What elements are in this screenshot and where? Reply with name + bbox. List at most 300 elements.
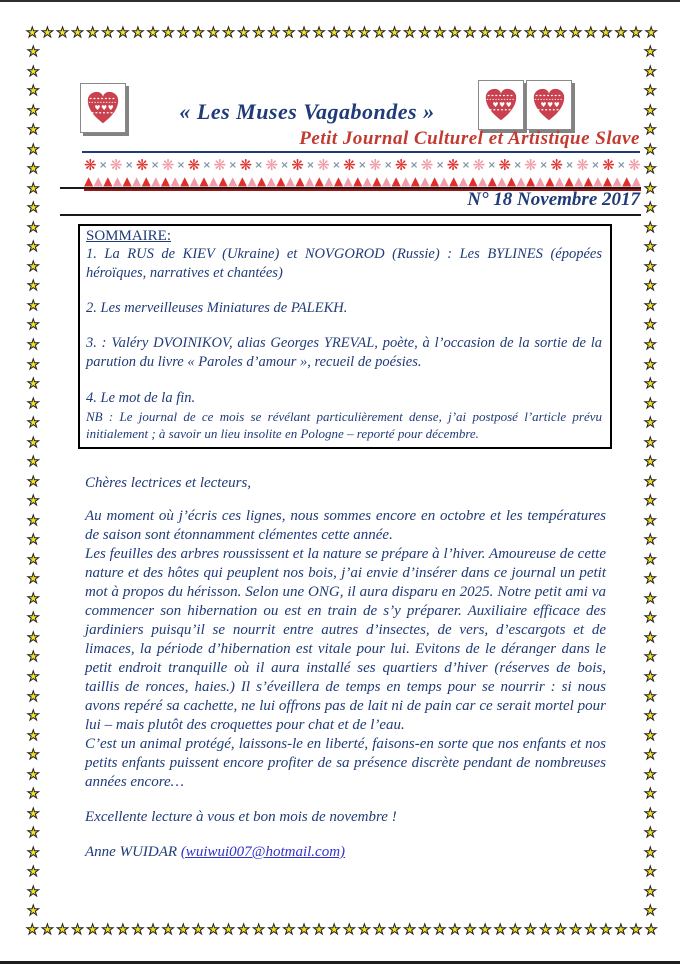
zigzag-triangle-icon: ▲ (160, 175, 171, 188)
star-icon: ★ (388, 25, 401, 41)
star-icon: ★ (644, 864, 657, 881)
star-icon: ★ (27, 83, 40, 100)
zigzag-triangle-icon: ▲ (112, 175, 123, 188)
star-icon: ★ (599, 25, 613, 41)
zigzag-triangle-icon: ▲ (324, 175, 334, 188)
zigzag-triangle-icon: ▲ (305, 175, 315, 188)
star-icon: ★ (644, 610, 657, 627)
star-icon: ★ (644, 63, 657, 80)
flower-motif-icon: ❋ (446, 157, 460, 174)
cross-motif-icon: × (280, 159, 289, 171)
signature-name: Anne WUIDAR (85, 844, 181, 860)
star-icon: ★ (644, 239, 657, 256)
star-icon: ★ (509, 922, 522, 938)
star-icon: ★ (27, 610, 40, 627)
page-title: « Les Muses Vagabondes » (179, 99, 435, 124)
star-icon: ★ (207, 922, 220, 938)
svg-text:♥: ♥ (547, 100, 554, 109)
star-icon: ★ (192, 25, 205, 41)
star-icon: ★ (539, 922, 552, 938)
cross-motif-icon: × (306, 159, 315, 171)
star-icon: ★ (27, 727, 40, 744)
zigzag-triangle-icon: ▲ (276, 175, 286, 188)
zigzag-triangle-icon: ▲ (554, 175, 565, 188)
star-icon: ★ (644, 161, 657, 178)
flower-motif-icon: ❋ (394, 157, 408, 174)
zigzag-triangle-icon: ▲ (372, 175, 382, 188)
star-icon: ★ (222, 25, 235, 41)
flower-motif-icon: ❋ (135, 157, 149, 174)
flower-motif-icon: ❋ (628, 157, 641, 174)
star-icon: ★ (86, 922, 99, 938)
star-border-right (644, 45, 660, 919)
sommaire-item: 4. Le mot de la fin. (86, 390, 196, 406)
zigzag-triangle-icon: ▲ (439, 175, 449, 188)
cross-motif-icon: × (358, 159, 367, 171)
cross-motif-icon: × (409, 159, 419, 171)
star-icon: ★ (71, 922, 84, 938)
star-icon: ★ (26, 25, 39, 41)
salutation: Chères lectrices et lecteurs, (85, 475, 252, 491)
star-icon: ★ (644, 551, 657, 568)
star-icon: ★ (478, 25, 492, 41)
star-icon: ★ (554, 922, 567, 938)
star-icon: ★ (358, 922, 371, 938)
cross-motif-icon: × (384, 159, 393, 171)
star-icon: ★ (644, 903, 657, 920)
star-icon: ★ (629, 25, 643, 41)
star-icon: ★ (27, 336, 40, 353)
star-icon: ★ (644, 356, 657, 373)
zigzag-triangle-icon: ▲ (420, 175, 430, 188)
star-icon: ★ (146, 922, 160, 938)
star-icon: ★ (27, 239, 40, 256)
star-icon: ★ (282, 25, 296, 41)
star-icon: ★ (312, 25, 326, 41)
svg-text:♥: ♥ (540, 100, 547, 109)
zigzag-triangle-icon: ▲ (593, 175, 603, 188)
flower-motif-icon: ❋ (291, 157, 304, 174)
star-icon: ★ (131, 922, 145, 938)
zigzag-triangle-icon: ▲ (208, 175, 219, 188)
star-icon: ★ (524, 25, 537, 41)
star-icon: ★ (27, 532, 40, 549)
star-icon: ★ (27, 805, 40, 822)
star-icon: ★ (418, 25, 431, 41)
sommaire-heading: SOMMAIRE: (86, 228, 172, 244)
zigzag-triangle-icon: ▲ (583, 175, 593, 188)
star-icon: ★ (644, 454, 657, 471)
star-icon: ★ (584, 25, 598, 41)
cross-motif-icon: × (228, 159, 237, 171)
flower-motif-icon: ❋ (343, 157, 356, 174)
svg-text:♥: ♥ (94, 103, 101, 112)
zigzag-triangle-icon: ▲ (141, 175, 151, 188)
star-icon: ★ (27, 141, 40, 158)
flower-motif-icon: ❋ (187, 157, 201, 174)
star-icon: ★ (644, 629, 657, 646)
star-icon: ★ (644, 83, 657, 100)
cross-motif-icon: × (539, 159, 548, 171)
star-icon: ★ (116, 922, 130, 938)
star-icon: ★ (27, 454, 40, 471)
table-of-contents-box (78, 224, 612, 449)
star-icon: ★ (27, 161, 40, 178)
zigzag-triangle-icon: ▲ (151, 175, 161, 188)
flower-motif-icon: ❋ (317, 157, 330, 174)
zigzag-triangle-icon: ▲ (535, 175, 545, 188)
zigzag-triangle-icon: ▲ (237, 175, 247, 188)
star-icon: ★ (176, 922, 190, 938)
zigzag-triangle-icon: ▲ (256, 175, 267, 188)
star-icon: ★ (327, 25, 341, 41)
star-icon: ★ (27, 180, 40, 197)
star-icon: ★ (478, 922, 492, 938)
star-icon: ★ (41, 922, 54, 938)
star-icon: ★ (27, 278, 40, 295)
cross-motif-icon: × (124, 159, 134, 171)
star-icon: ★ (27, 473, 40, 490)
star-icon: ★ (644, 25, 658, 41)
star-icon: ★ (27, 434, 40, 451)
star-icon: ★ (86, 25, 99, 41)
zigzag-triangle-icon: ▲ (564, 175, 574, 188)
zigzag-triangle-icon: ▲ (631, 175, 641, 188)
star-icon: ★ (327, 922, 341, 938)
star-icon: ★ (644, 590, 657, 607)
star-icon: ★ (539, 25, 552, 41)
zigzag-triangle-icon: ▲ (526, 175, 536, 188)
cross-motif-icon: × (99, 159, 108, 171)
cross-motif-icon: × (461, 159, 471, 171)
star-icon: ★ (448, 922, 462, 938)
star-border-bottom (26, 923, 658, 937)
star-icon: ★ (27, 63, 40, 80)
star-icon: ★ (27, 864, 40, 881)
svg-text:♥: ♥ (553, 100, 560, 109)
zigzag-triangle-icon: ▲ (285, 175, 296, 188)
zigzag-triangle-icon: ▲ (545, 175, 555, 188)
star-icon: ★ (116, 25, 130, 41)
star-icon: ★ (222, 922, 235, 938)
cross-stitch-border-band (84, 157, 641, 191)
star-icon: ★ (27, 493, 40, 510)
star-icon: ★ (644, 415, 657, 432)
star-icon: ★ (252, 922, 265, 938)
star-icon: ★ (282, 922, 296, 938)
star-icon: ★ (237, 922, 250, 938)
zigzag-triangle-icon: ▲ (362, 175, 372, 188)
flower-motif-icon: ❋ (265, 157, 278, 174)
flower-motif-icon: ❋ (602, 157, 615, 174)
zigzag-triangle-icon: ▲ (381, 175, 392, 188)
cross-stitch-heart-icon (530, 85, 568, 125)
cross-stitch-heart-icon (482, 85, 520, 125)
star-icon: ★ (56, 922, 69, 938)
star-icon: ★ (312, 922, 326, 938)
signature-email-link[interactable]: (wuiwui007@hotmail.com) (180, 844, 346, 860)
star-icon: ★ (342, 25, 356, 41)
cross-motif-icon: × (513, 159, 522, 171)
cross-motif-icon: × (591, 159, 600, 171)
star-icon: ★ (267, 25, 281, 41)
star-icon: ★ (297, 922, 311, 938)
star-icon: ★ (207, 25, 220, 41)
star-icon: ★ (493, 25, 507, 41)
zigzag-triangle-icon: ▲ (199, 175, 209, 188)
flower-motif-icon: ❋ (524, 157, 537, 174)
star-icon: ★ (644, 688, 657, 705)
star-icon: ★ (27, 122, 40, 139)
star-icon: ★ (644, 200, 657, 217)
zigzag-triangle-icon: ▲ (228, 175, 238, 188)
star-icon: ★ (569, 922, 582, 938)
star-icon: ★ (629, 922, 643, 938)
star-icon: ★ (569, 25, 582, 41)
heart-ornament-right-1 (478, 80, 524, 130)
cross-motif-icon: × (435, 159, 445, 171)
cross-motif-icon: × (150, 159, 160, 171)
star-icon: ★ (27, 376, 40, 393)
zigzag-triangle-icon: ▲ (429, 175, 440, 188)
zigzag-triangle-icon: ▲ (189, 175, 199, 188)
heart-ornament-right-2 (526, 80, 572, 130)
star-icon: ★ (27, 258, 40, 275)
star-icon: ★ (27, 512, 40, 529)
star-icon: ★ (41, 25, 54, 41)
zigzag-triangle-icon: ▲ (343, 175, 353, 188)
star-icon: ★ (614, 922, 628, 938)
star-icon: ★ (27, 317, 40, 334)
star-icon: ★ (267, 922, 281, 938)
star-icon: ★ (27, 219, 40, 236)
star-icon: ★ (644, 278, 657, 295)
svg-text:♥: ♥ (107, 103, 114, 112)
star-icon: ★ (27, 747, 40, 764)
star-icon: ★ (56, 25, 69, 41)
star-icon: ★ (27, 200, 40, 217)
star-icon: ★ (161, 25, 175, 41)
star-icon: ★ (26, 922, 39, 938)
star-border-top (26, 26, 658, 40)
star-icon: ★ (644, 473, 657, 490)
zigzag-triangle-icon: ▲ (218, 175, 228, 188)
star-icon: ★ (27, 649, 40, 666)
star-icon: ★ (101, 25, 115, 41)
star-icon: ★ (644, 180, 657, 197)
star-icon: ★ (644, 883, 657, 900)
star-icon: ★ (644, 669, 657, 685)
star-icon: ★ (418, 922, 431, 938)
star-icon: ★ (644, 922, 658, 938)
zigzag-triangle-icon: ▲ (353, 175, 363, 188)
zigzag-triangle-icon: ▲ (295, 175, 305, 188)
star-icon: ★ (493, 922, 507, 938)
star-icon: ★ (524, 922, 537, 938)
star-icon: ★ (373, 25, 386, 41)
star-icon: ★ (27, 102, 40, 119)
star-icon: ★ (403, 25, 416, 41)
zigzag-triangle-icon: ▲ (516, 175, 526, 188)
closing-line: Excellente lecture à vous et bon mois de novembre ! (85, 809, 397, 825)
star-icon: ★ (373, 922, 386, 938)
star-icon: ★ (463, 922, 477, 938)
star-icon: ★ (27, 688, 40, 705)
star-icon: ★ (644, 708, 657, 725)
star-icon: ★ (644, 44, 657, 60)
page-subtitle: Petit Journal Culturel et Artistique Slave (299, 128, 640, 149)
star-icon: ★ (509, 25, 522, 41)
star-icon: ★ (161, 922, 175, 938)
star-icon: ★ (252, 25, 265, 41)
issue-number: N° 18 Novembre 2017 (467, 189, 640, 210)
flower-motif-icon: ❋ (472, 157, 486, 174)
star-icon: ★ (644, 102, 657, 119)
zigzag-triangle-icon: ▲ (247, 175, 257, 188)
star-icon: ★ (433, 922, 447, 938)
sommaire-nb-note: NB : Le journal de ce mois se révélant particulièrement dense, j’ai postposé l’article prévu initialement ; à savoir un lieu insolite en Pologne – reporté pour décembre. (86, 409, 602, 441)
star-icon: ★ (297, 25, 311, 41)
star-icon: ★ (644, 786, 657, 803)
cross-motif-icon: × (254, 159, 263, 171)
zigzag-triangle-icon: ▲ (410, 175, 420, 188)
star-icon: ★ (554, 25, 567, 41)
star-icon: ★ (27, 883, 40, 900)
star-icon: ★ (644, 122, 657, 139)
zigzag-triangle-icon: ▲ (266, 175, 276, 188)
cross-stitch-heart-icon (84, 88, 122, 128)
flower-motif-icon: ❋ (420, 157, 434, 174)
star-icon: ★ (644, 512, 657, 529)
flower-motif-icon: ❋ (576, 157, 589, 174)
zigzag-triangle-icon: ▲ (180, 175, 190, 188)
star-icon: ★ (237, 25, 250, 41)
star-icon: ★ (448, 25, 462, 41)
svg-text:♥: ♥ (505, 100, 512, 109)
star-icon: ★ (27, 297, 40, 314)
star-icon: ★ (27, 571, 40, 588)
signature-line (85, 843, 606, 862)
flower-motif-icon: ❋ (161, 157, 175, 174)
ornament-flower-row (84, 157, 641, 174)
star-icon: ★ (403, 922, 416, 938)
flower-motif-icon: ❋ (550, 157, 563, 174)
zigzag-triangle-icon: ▲ (622, 175, 632, 188)
zigzag-triangle-icon: ▲ (497, 175, 507, 188)
sommaire-item: 1. La RUS de KIEV (Ukraine) et NOVGOROD (Russie) : Les BYLINES (épopées héroïques, narratives et chantées) (86, 246, 602, 281)
star-icon: ★ (644, 297, 657, 314)
cross-motif-icon: × (565, 159, 574, 171)
star-icon: ★ (358, 25, 371, 41)
star-icon: ★ (644, 219, 657, 236)
cross-motif-icon: × (202, 159, 212, 171)
heart-ornament-left (80, 83, 126, 133)
page-top-edge (0, 0, 680, 2)
star-icon: ★ (27, 708, 40, 725)
letter-paragraph: Au moment où j’écris ces lignes, nous sommes encore en octobre et les températures de saison sont étonnamment clémentes cette année. (85, 508, 606, 543)
svg-text:♥: ♥ (492, 100, 499, 109)
zigzag-triangle-icon: ▲ (93, 175, 103, 188)
star-icon: ★ (463, 25, 477, 41)
star-icon: ★ (131, 25, 145, 41)
star-icon: ★ (644, 805, 657, 822)
flower-motif-icon: ❋ (239, 157, 253, 174)
star-icon: ★ (599, 922, 613, 938)
zigzag-triangle-icon: ▲ (401, 175, 411, 188)
svg-text:♥: ♥ (101, 103, 108, 112)
flower-motif-icon: ❋ (84, 157, 97, 174)
letter-paragraphs (85, 507, 606, 792)
zigzag-triangle-icon: ▲ (458, 175, 468, 188)
flower-motif-icon: ❋ (498, 157, 512, 174)
editorial-letter (85, 474, 606, 862)
star-icon: ★ (644, 493, 657, 510)
star-icon: ★ (644, 649, 657, 666)
star-icon: ★ (27, 669, 40, 685)
cross-motif-icon: × (176, 159, 186, 171)
star-icon: ★ (27, 356, 40, 373)
zigzag-triangle-icon: ▲ (391, 175, 401, 188)
star-icon: ★ (644, 258, 657, 275)
zigzag-triangle-icon: ▲ (170, 175, 180, 188)
star-icon: ★ (27, 551, 40, 568)
star-icon: ★ (101, 922, 115, 938)
star-icon: ★ (644, 376, 657, 393)
sommaire-items (86, 245, 602, 408)
star-icon: ★ (388, 922, 401, 938)
star-icon: ★ (644, 317, 657, 334)
zigzag-triangle-icon: ▲ (477, 175, 488, 188)
flower-motif-icon: ❋ (368, 157, 382, 174)
flower-motif-icon: ❋ (213, 157, 227, 174)
star-icon: ★ (27, 825, 40, 842)
horizontal-rule-lower (60, 214, 641, 216)
zigzag-triangle-icon: ▲ (333, 175, 344, 188)
star-icon: ★ (644, 844, 657, 861)
star-icon: ★ (644, 395, 657, 412)
star-icon: ★ (644, 571, 657, 588)
zigzag-triangle-icon: ▲ (122, 175, 132, 188)
zigzag-triangle-icon: ▲ (574, 175, 584, 188)
star-icon: ★ (192, 922, 205, 938)
star-icon: ★ (27, 590, 40, 607)
star-icon: ★ (644, 747, 657, 764)
star-icon: ★ (27, 844, 40, 861)
sommaire-item: 3. : Valéry DVOINIKOV, alias Georges YREVAL, poète, à l’occasion de la sortie de la parution du livre « Paroles d’amour », recueil de poésies. (86, 335, 602, 370)
star-icon: ★ (27, 786, 40, 803)
star-icon: ★ (27, 629, 40, 646)
letter-paragraph: C’est un animal protégé, laissons-le en liberté, faisons-en sorte que nos enfants et nos petits enfants puissent encore profiter de sa présence discrète pendant de nombreuses années encore… (85, 736, 606, 790)
zigzag-triangle-icon: ▲ (487, 175, 497, 188)
zigzag-triangle-icon: ▲ (84, 175, 94, 188)
star-icon: ★ (644, 766, 657, 783)
star-icon: ★ (27, 44, 40, 60)
zigzag-triangle-icon: ▲ (314, 175, 324, 188)
letter-paragraph: Les feuilles des arbres roussissent et la nature se prépare à l’hiver. Amoureuse de cette nature et des hôtes qui peuplent nos bois, j’ai envie d’insérer dans ce journal un petit mot à propos du hérisson. Selon une ONG, il aura disparu en 2025. Notre petit ami va commencer son hibernation ou est en train de s’y préparer. Auxiliaire efficace des jardiniers puisqu’il se nourrit entre autres d’insectes, de vers, d’escargots et de limaces, la période d’hibernation est vitale pour lui. Evitons de le déranger dans le petit endroit tranquille où il aura installé ses quartiers d’hiver (réserves de bois, taillis de ronces, haies.) Il s’éveillera de temps en temps pour se nourrir : si nous avons repéré sa cachette, ne lui offrons pas de lait ni de pain car ce serait mortel pour lui – mais plutôt des croquettes pour chat et de l’eau. (85, 546, 606, 733)
zigzag-triangle-icon: ▲ (468, 175, 478, 188)
zigzag-triangle-icon: ▲ (449, 175, 459, 188)
star-icon: ★ (644, 825, 657, 842)
star-icon: ★ (644, 141, 657, 158)
zigzag-triangle-icon: ▲ (602, 175, 613, 188)
star-icon: ★ (644, 336, 657, 353)
cross-motif-icon: × (617, 159, 626, 171)
cross-motif-icon: × (487, 159, 497, 171)
svg-text:♥: ♥ (499, 100, 506, 109)
zigzag-triangle-icon: ▲ (103, 175, 113, 188)
star-icon: ★ (342, 922, 356, 938)
star-icon: ★ (614, 25, 628, 41)
